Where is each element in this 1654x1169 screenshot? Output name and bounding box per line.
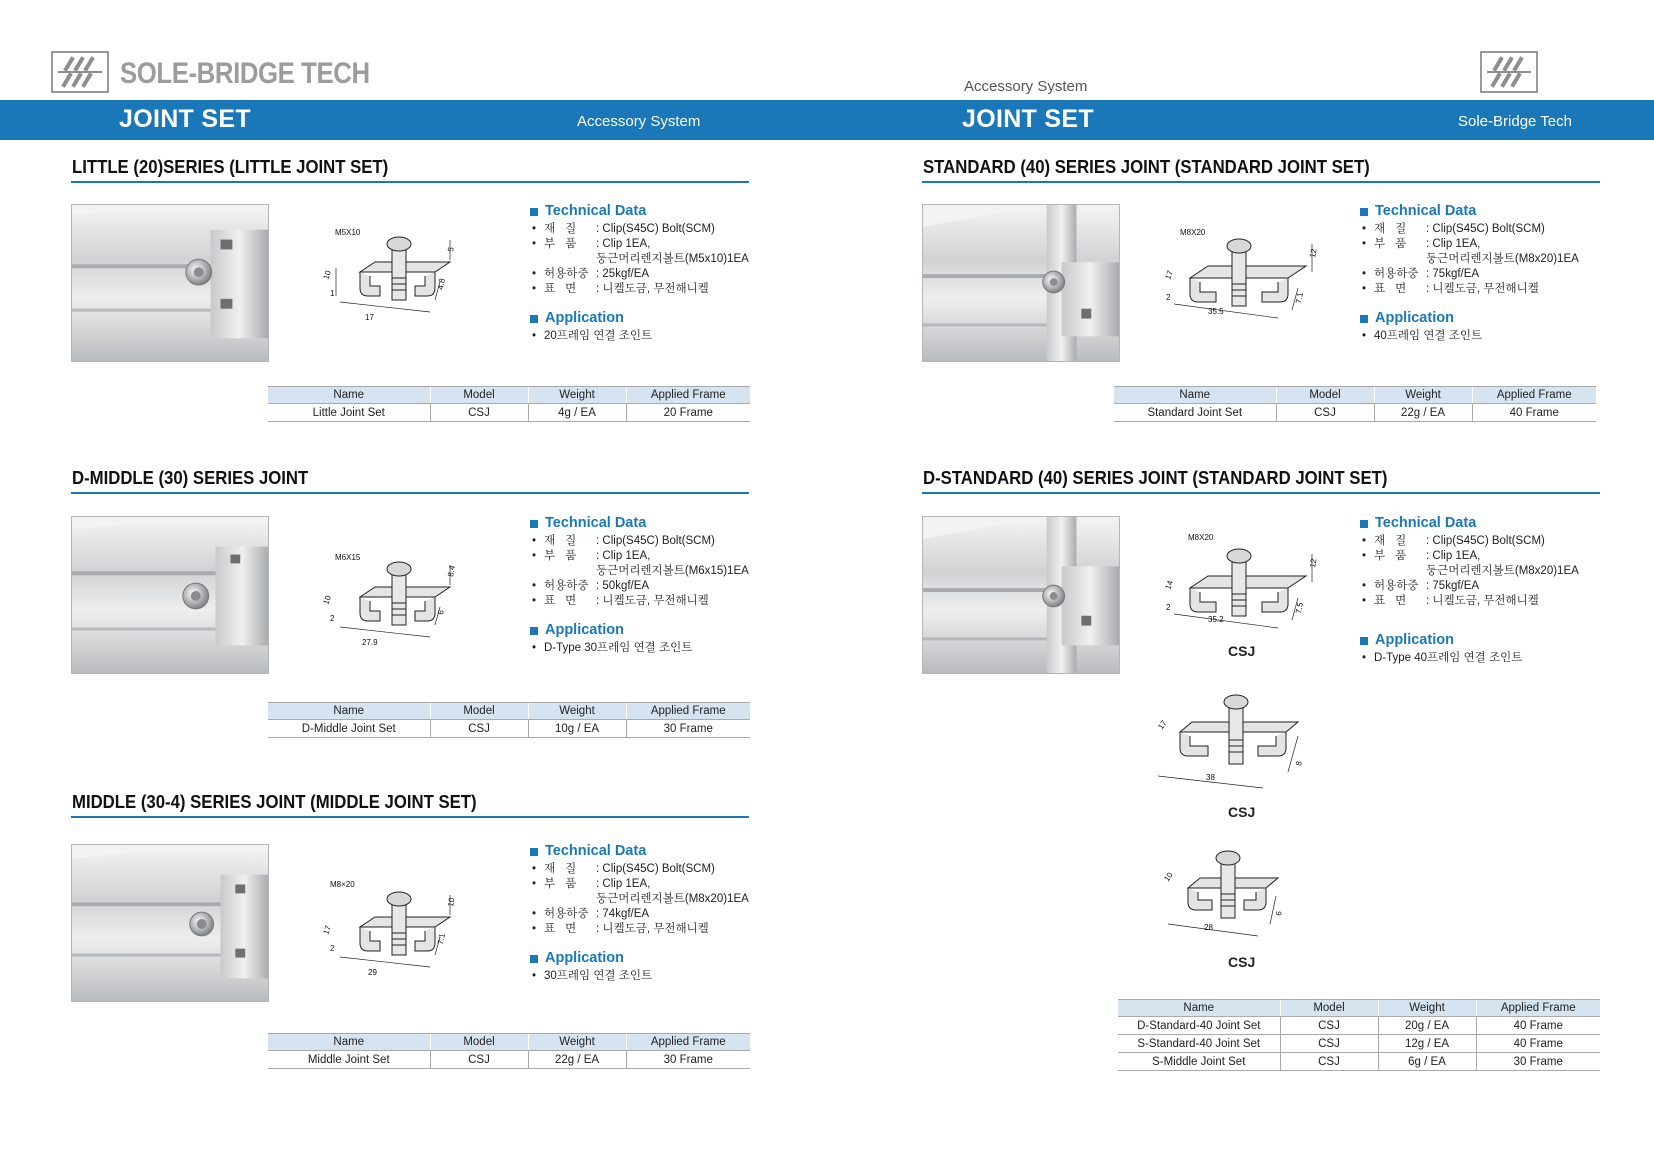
surface-value: 니켈도금, 무전해니켈 <box>1432 595 1539 607</box>
page-title: JOINT SET <box>962 105 1094 133</box>
section-title: STANDARD (40) SERIES JOINT (STANDARD JOINT SET) <box>923 157 1370 177</box>
application-heading: Application <box>545 622 624 638</box>
col-weight: Weight <box>528 387 626 404</box>
spec-table <box>1118 999 1600 1071</box>
top-accessory-label: Accessory System <box>964 78 1088 95</box>
parts-value: 둥근머리렌지볼트(M8x20)1EA <box>596 893 749 905</box>
dim-label: 17 <box>321 924 333 936</box>
load-value: 75kgf/EA <box>1432 268 1480 280</box>
col-model: Model <box>430 387 528 404</box>
load-value: 50kgf/EA <box>602 580 650 592</box>
spec-table <box>268 1033 750 1069</box>
dim-label: 12 <box>1308 558 1319 569</box>
page-title: JOINT SET <box>119 105 251 133</box>
dim-label: 12 <box>1308 248 1319 259</box>
dim-label: 35.2 <box>1208 615 1224 624</box>
dim-label: 5 <box>446 246 456 253</box>
dim-label: 38 <box>1206 773 1215 782</box>
dim-label: 6 <box>1274 910 1284 917</box>
load-value: 74kgf/EA <box>602 908 650 920</box>
section-divider <box>71 816 749 818</box>
square-bullet-icon <box>530 315 538 323</box>
col-model: Model <box>430 703 528 720</box>
joint-drawing <box>1158 696 1308 796</box>
col-weight: Weight <box>528 1034 626 1051</box>
col-name: Name <box>268 1034 430 1051</box>
dim-label: 7.5 <box>1294 601 1305 615</box>
joint-drawing <box>1158 852 1308 952</box>
dim-label: 8 <box>1294 760 1304 767</box>
dim-label: 8.4 <box>446 564 457 578</box>
dim-bolt: M8×20 <box>330 880 355 889</box>
product-photo <box>922 516 1120 674</box>
dim-label: 1 <box>330 289 335 298</box>
technical-data: Technical Data • 재질 : Clip(S45C) Bolt(SCM) • 부품 : Clip 1EA, 둥근머리렌지볼트(M8x20)1EA • 허용하중 : 74kgf/EA • 표면 : 니켈도금, 무전해니켈 Application • 30프레임 연결 조인트 <box>530 844 760 984</box>
col-weight: Weight <box>1374 387 1472 404</box>
dim-bolt: M8X20 <box>1180 228 1206 237</box>
load-value: 75kgf/EA <box>1432 580 1480 592</box>
joint-drawing <box>321 553 480 655</box>
table-row: Standard Joint Set CSJ 22g / EA 40 Frame <box>1114 404 1596 422</box>
application-heading: Application <box>545 950 624 966</box>
col-frame: Applied Frame <box>1476 1000 1600 1017</box>
surface-value: 니켈도금, 무전해니켈 <box>1432 283 1539 295</box>
square-bullet-icon <box>1360 208 1368 216</box>
section-divider <box>922 181 1600 183</box>
dim-label: 17 <box>1163 269 1175 281</box>
col-weight: Weight <box>528 703 626 720</box>
tech-heading: Technical Data <box>1375 515 1477 531</box>
header-bar-right <box>828 100 1654 140</box>
parts-value: Clip 1EA, <box>1432 550 1481 562</box>
dim-label: 10 <box>1162 870 1175 884</box>
joint-drawing <box>321 228 480 330</box>
product-photo <box>71 844 269 1002</box>
surface-value: 니켈도금, 무전해니켈 <box>602 595 709 607</box>
model-label: CSJ <box>1228 643 1256 659</box>
technical-data: Technical Data • 재질 : Clip(S45C) Bolt(SCM) • 부품 : Clip 1EA, 둥근머리렌지볼트(M6x15)1EA • 허용하중 : 50kgf/EA • 표면 : 니켈도금, 무전해니켈 Application • D-Type 30프레임 연결 조인트 <box>530 516 760 656</box>
section-divider <box>71 492 749 494</box>
section-title: D-STANDARD (40) SERIES JOINT (STANDARD JOINT SET) <box>923 468 1388 488</box>
parts-value: 둥근머리렌지볼트(M5x10)1EA <box>596 253 749 265</box>
table-row: Middle Joint Set CSJ 22g / EA 30 Frame <box>268 1051 750 1069</box>
col-frame: Applied Frame <box>626 703 750 720</box>
section-title: LITTLE (20)SERIES (LITTLE JOINT SET) <box>72 157 389 177</box>
header-bar-left <box>0 100 828 140</box>
dim-label: 2 <box>330 614 335 623</box>
product-photo <box>922 204 1120 362</box>
col-frame: Applied Frame <box>626 387 750 404</box>
square-bullet-icon <box>1360 637 1368 645</box>
dim-label: 27.9 <box>362 638 378 647</box>
material-value: Clip(S45C) Bolt(SCM) <box>1432 223 1545 235</box>
product-photo <box>71 516 269 674</box>
square-bullet-icon <box>1360 315 1368 323</box>
surface-value: 니켈도금, 무전해니켈 <box>602 283 709 295</box>
dim-label: 29 <box>368 968 377 977</box>
joint-drawing <box>1163 228 1328 330</box>
col-frame: Applied Frame <box>626 1034 750 1051</box>
dim-label: 10 <box>321 269 333 281</box>
parts-value: 둥근머리렌지볼트(M8x20)1EA <box>1426 253 1579 265</box>
col-model: Model <box>1276 387 1374 404</box>
dim-label: 10 <box>321 594 333 606</box>
technical-data: Technical Data • 재질 : Clip(S45C) Bolt(SCM) • 부품 : Clip 1EA, 둥근머리렌지볼트(M8x20)1EA • 허용하중 : 75kgf/EA • 표면 : 니켈도금, 무전해니켈 Application • 40프레임 연결 조인트 <box>1360 204 1590 344</box>
parts-value: Clip 1EA, <box>602 550 651 562</box>
section-divider <box>922 492 1600 494</box>
table-row: Little Joint Set CSJ 4g / EA 20 Frame <box>268 404 750 422</box>
bar-subtitle: Sole-Bridge Tech <box>1458 113 1572 130</box>
application-value: 20프레임 연결 조인트 <box>544 330 653 342</box>
joint-drawing <box>321 880 480 985</box>
spec-table <box>1114 386 1596 422</box>
dim-label: 28 <box>1204 923 1213 932</box>
dim-label: 17 <box>1156 718 1169 732</box>
model-label: CSJ <box>1228 804 1256 820</box>
model-label: CSJ <box>1228 954 1256 970</box>
section-divider <box>71 181 749 183</box>
dim-label: 14 <box>1163 579 1175 591</box>
tech-heading: Technical Data <box>545 843 647 859</box>
application-value: D-Type 40프레임 연결 조인트 <box>1374 652 1523 664</box>
tech-heading: Technical Data <box>545 515 647 531</box>
bar-subtitle: Accessory System <box>577 113 701 130</box>
col-frame: Applied Frame <box>1472 387 1596 404</box>
dim-label: 2 <box>1166 603 1171 612</box>
col-model: Model <box>430 1034 528 1051</box>
tech-heading: Technical Data <box>1375 203 1477 219</box>
brand-name: SOLE-BRIDGE TECH <box>120 57 370 90</box>
product-photo <box>71 204 269 362</box>
col-name: Name <box>1114 387 1276 404</box>
parts-value: 둥근머리렌지볼트(M8x20)1EA <box>1426 565 1579 577</box>
logo-icon <box>51 51 109 93</box>
spec-table <box>268 702 750 738</box>
application-value: D-Type 30프레임 연결 조인트 <box>544 642 693 654</box>
square-bullet-icon <box>530 520 538 528</box>
joint-drawing <box>1163 533 1328 640</box>
dim-label: 6 <box>436 609 446 616</box>
load-value: 25kgf/EA <box>602 268 650 280</box>
application-heading: Application <box>545 310 624 326</box>
application-heading: Application <box>1375 310 1454 326</box>
material-value: Clip(S45C) Bolt(SCM) <box>602 863 715 875</box>
dim-bolt: M5X10 <box>335 228 361 237</box>
square-bullet-icon <box>530 208 538 216</box>
parts-value: Clip 1EA, <box>602 238 651 250</box>
square-bullet-icon <box>530 955 538 963</box>
square-bullet-icon <box>530 627 538 635</box>
logo-icon <box>1480 51 1538 93</box>
parts-value: Clip 1EA, <box>602 878 651 890</box>
table-row: S-Middle Joint Set CSJ 6g / EA 30 Frame <box>1118 1053 1600 1071</box>
technical-data: Technical Data • 재질 : Clip(S45C) Bolt(SCM) • 부품 : Clip 1EA, 둥근머리렌지볼트(M8x20)1EA • 허용하중 : 75kgf/EA • 표면 : 니켈도금, 무전해니켈 Application • D-Type 40프레임 연결 조인트 <box>1360 516 1590 666</box>
application-heading: Application <box>1375 632 1454 648</box>
table-row: D-Middle Joint Set CSJ 10g / EA 30 Frame <box>268 720 750 738</box>
square-bullet-icon <box>530 848 538 856</box>
dim-bolt: M8X20 <box>1188 533 1214 542</box>
dim-label: 17 <box>365 313 374 322</box>
application-value: 40프레임 연결 조인트 <box>1374 330 1483 342</box>
material-value: Clip(S45C) Bolt(SCM) <box>602 535 715 547</box>
parts-value: 둥근머리렌지볼트(M6x15)1EA <box>596 565 749 577</box>
square-bullet-icon <box>1360 520 1368 528</box>
technical-data: Technical Data • 재질 : Clip(S45C) Bolt(SCM) • 부품 : Clip 1EA, 둥근머리렌지볼트(M5x10)1EA • 허용하중 : 25kgf/EA • 표면 : 니켈도금, 무전해니켈 Application • 20프레임 연결 조인트 <box>530 204 760 344</box>
dim-bolt: M6X15 <box>335 553 361 562</box>
col-name: Name <box>1118 1000 1280 1017</box>
col-name: Name <box>268 387 430 404</box>
dim-label: 7.1 <box>436 932 447 946</box>
dim-label: 7.1 <box>1294 291 1305 305</box>
dim-label: 2 <box>1166 293 1171 302</box>
parts-value: Clip 1EA, <box>1432 238 1481 250</box>
table-row: D-Standard-40 Joint Set CSJ 20g / EA 40 Frame <box>1118 1017 1600 1035</box>
tech-heading: Technical Data <box>545 203 647 219</box>
dim-label: 4.8 <box>436 277 447 291</box>
section-title: MIDDLE (30-4) SERIES JOINT (MIDDLE JOINT SET) <box>72 792 477 812</box>
material-value: Clip(S45C) Bolt(SCM) <box>602 223 715 235</box>
dim-label: 2 <box>330 944 335 953</box>
col-model: Model <box>1280 1000 1378 1017</box>
spec-table <box>268 386 750 422</box>
surface-value: 니켈도금, 무전해니켈 <box>602 923 709 935</box>
table-row: S-Standard-40 Joint Set CSJ 12g / EA 40 Frame <box>1118 1035 1600 1053</box>
application-value: 30프레임 연결 조인트 <box>544 970 653 982</box>
dim-label: 35.5 <box>1208 307 1224 316</box>
section-title: D-MIDDLE (30) SERIES JOINT <box>72 468 309 488</box>
col-name: Name <box>268 703 430 720</box>
material-value: Clip(S45C) Bolt(SCM) <box>1432 535 1545 547</box>
dim-label: 10 <box>446 897 457 908</box>
col-weight: Weight <box>1378 1000 1476 1017</box>
